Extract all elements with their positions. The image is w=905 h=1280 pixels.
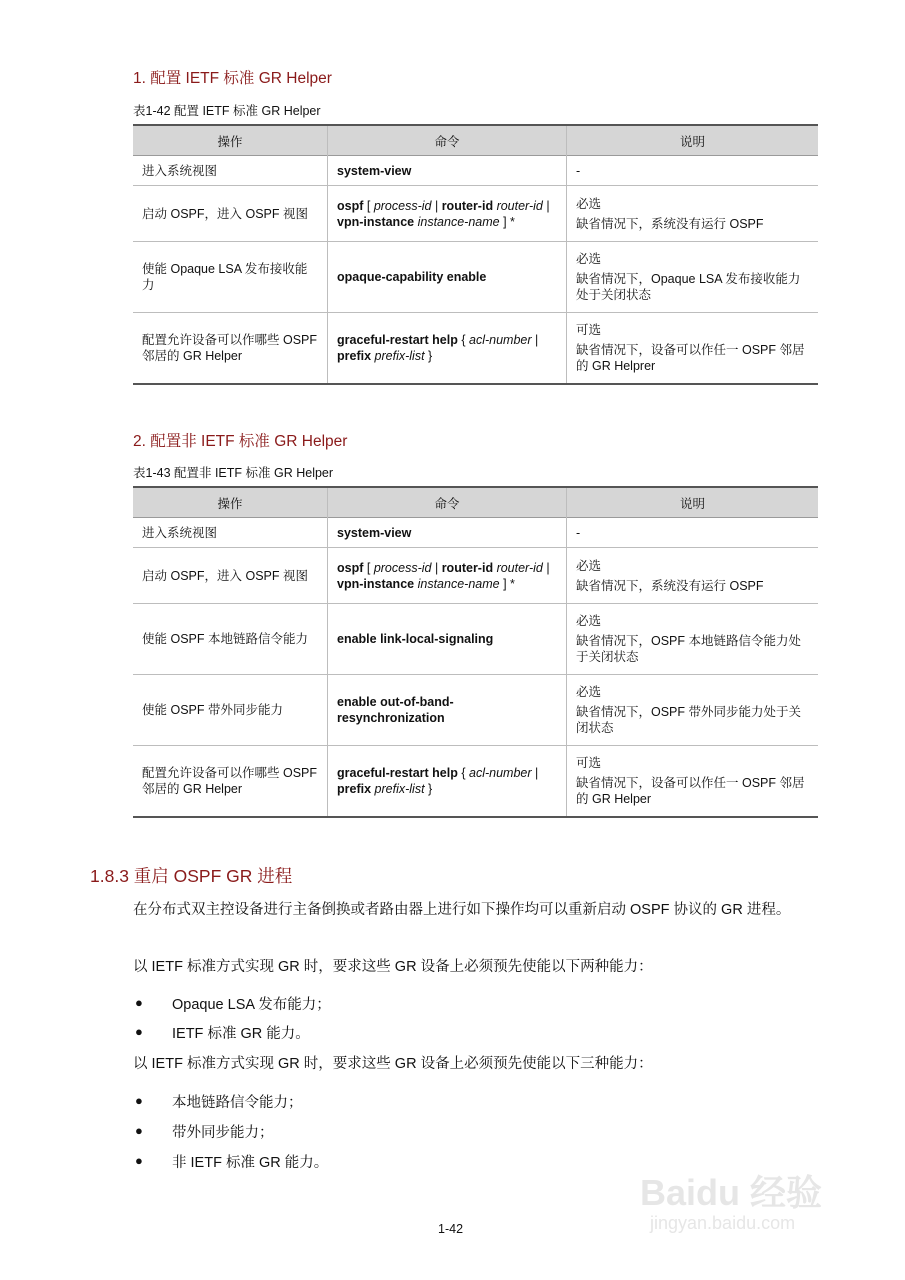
- command-token: system-view: [337, 525, 412, 540]
- command-cell: [328, 313, 567, 384]
- list2-item: 带外同步能力；: [172, 1125, 274, 1141]
- bullet-icon: ●: [135, 995, 143, 1010]
- requirement-label: 必选: [576, 558, 602, 573]
- operation-cell: 配置允许设备可以作哪些 OSPF 邻居的 GR Helper: [133, 746, 328, 817]
- description-text: 缺省情况下，设备可以作任一 OSPF 邻居的 GR Helprer: [576, 342, 805, 373]
- command-cell: [328, 186, 567, 242]
- command-token: process-id: [373, 198, 432, 213]
- description-cell: [567, 675, 819, 746]
- description-text: -: [576, 525, 581, 540]
- command-token: |: [431, 560, 442, 575]
- description-text: 缺省情况下，设备可以作任一 OSPF 邻居的 GR Helper: [576, 775, 805, 806]
- table1-header-desc: 说明: [567, 125, 819, 156]
- command-token: }: [424, 348, 433, 363]
- command-token: instance-name: [417, 576, 500, 591]
- description-cell: [567, 313, 819, 384]
- command-cell: [328, 604, 567, 675]
- command-token: instance-name: [417, 214, 500, 229]
- requirement-label: 必选: [576, 196, 602, 211]
- description-cell: [567, 518, 819, 548]
- command-token: prefix-list: [374, 348, 425, 363]
- list2-item: 非 IETF 标准 GR 能力。: [172, 1155, 329, 1171]
- description-text: 缺省情况下，OSPF 带外同步能力处于关闭状态: [576, 705, 802, 735]
- list2-item: 本地链路信令能力；: [172, 1095, 303, 1111]
- command-token: graceful-restart help: [337, 765, 458, 780]
- command-token: system-view: [337, 163, 412, 178]
- operation-cell: 使能 Opaque LSA 发布接收能力: [133, 242, 328, 313]
- command-cell: [328, 548, 567, 604]
- table-row: [133, 604, 818, 675]
- command-token: acl-number: [469, 332, 532, 347]
- requirement-label: 可选: [576, 322, 602, 337]
- requirement-label: 必选: [576, 252, 602, 266]
- command-token: |: [531, 765, 539, 780]
- watermark-url: jingyan.baidu.com: [650, 1213, 796, 1233]
- operation-cell: 配置允许设备可以作哪些 OSPF 邻居的 GR Helper: [133, 313, 328, 384]
- command-token: [: [363, 560, 374, 575]
- bullet-icon: ●: [135, 1024, 143, 1039]
- operation-cell: 启动 OSPF，进入 OSPF 视图: [133, 186, 328, 242]
- requirement-label: 必选: [576, 614, 602, 628]
- description-cell: [567, 242, 819, 313]
- table-row: [133, 746, 818, 817]
- watermark-logo: Baidu 经验: [640, 1172, 823, 1213]
- operation-cell: 启动 OSPF，进入 OSPF 视图: [133, 548, 328, 604]
- operation-cell: 进入系统视图: [133, 518, 328, 548]
- description-text: 缺省情况下，系统没有运行 OSPF: [576, 216, 764, 231]
- command-token: enable link-local-signaling: [337, 632, 494, 646]
- table-row: [133, 313, 818, 384]
- operation-cell: 使能 OSPF 带外同步能力: [133, 675, 328, 746]
- command-token: vpn-instance: [337, 576, 415, 591]
- description-text: 缺省情况下，OSPF 本地链路信令能力处于关闭状态: [576, 634, 802, 664]
- command-token: router-id: [441, 198, 494, 213]
- requirement-label: 必选: [576, 685, 602, 699]
- command-token: prefix: [337, 348, 372, 363]
- command-token: |: [531, 332, 539, 347]
- description-cell: [567, 604, 819, 675]
- table1-header-op: 操作: [133, 125, 328, 156]
- command-token: |: [542, 560, 550, 575]
- command-token: prefix: [337, 781, 372, 796]
- table2-header-op: 操作: [133, 487, 328, 518]
- command-token: ] *: [499, 214, 515, 229]
- command-token: ] *: [499, 576, 515, 591]
- command-token: prefix-list: [374, 781, 425, 796]
- section1-heading: 1. 配置 IETF 标准 GR Helper: [133, 70, 332, 87]
- section3-heading: 1.8.3 重启 OSPF GR 进程: [90, 866, 293, 886]
- description-text: 缺省情况下，Opaque LSA 发布接收能力处于关闭状态: [576, 272, 801, 302]
- operation-cell: 使能 OSPF 本地链路信令能力: [133, 604, 328, 675]
- list1-item: IETF 标准 GR 能力。: [172, 1026, 310, 1042]
- command-token: router-id: [441, 560, 494, 575]
- command-token: ospf: [337, 560, 364, 575]
- table-row: [133, 675, 818, 746]
- command-token: vpn-instance: [337, 214, 415, 229]
- table2-header-desc: 说明: [567, 487, 819, 518]
- table2-header-cmd: 命令: [328, 487, 567, 518]
- bullet-icon: ●: [135, 1153, 143, 1168]
- command-token: {: [457, 765, 469, 780]
- table-row: [133, 548, 818, 604]
- command-token: ospf: [337, 198, 364, 213]
- table-row: [133, 242, 818, 313]
- table2: [133, 486, 818, 818]
- list1-item: Opaque LSA 发布能力；: [172, 997, 331, 1013]
- table1: [133, 124, 818, 385]
- command-token: router-id: [496, 560, 543, 575]
- section3-paragraph-1: 在分布式双主控设备进行主备倒换或者路由器上进行如下操作均可以重新启动 OSPF 协议的 GR 进程。: [133, 902, 791, 918]
- section3-paragraph-3: 以 IETF 标准方式实现 GR 时，要求这些 GR 设备上必须预先使能以下三种能力：: [133, 1056, 653, 1072]
- requirement-label: 可选: [576, 755, 602, 770]
- command-cell: [328, 156, 567, 186]
- command-cell: [328, 675, 567, 746]
- command-cell: [328, 518, 567, 548]
- description-cell: [567, 186, 819, 242]
- table-row: [133, 186, 818, 242]
- operation-cell: 进入系统视图: [133, 156, 328, 186]
- command-token: opaque-capability enable: [337, 270, 487, 284]
- description-cell: [567, 156, 819, 186]
- section3-paragraph-2: 以 IETF 标准方式实现 GR 时，要求这些 GR 设备上必须预先使能以下两种能力：: [133, 959, 653, 975]
- description-cell: [567, 548, 819, 604]
- command-token: }: [424, 781, 433, 796]
- command-token: [: [363, 198, 374, 213]
- table1-header-cmd: 命令: [328, 125, 567, 156]
- table1-caption: 表1-42 配置 IETF 标准 GR Helper: [133, 104, 321, 118]
- command-token: router-id: [496, 198, 543, 213]
- description-cell: [567, 746, 819, 817]
- command-token: graceful-restart help: [337, 332, 458, 347]
- description-text: 缺省情况下，系统没有运行 OSPF: [576, 578, 764, 593]
- command-token: enable out-of-band-resynchronization: [337, 695, 454, 725]
- command-token: acl-number: [469, 765, 532, 780]
- section2-heading: 2. 配置非 IETF 标准 GR Helper: [133, 433, 348, 450]
- description-text: -: [576, 163, 581, 178]
- command-cell: [328, 242, 567, 313]
- command-cell: [328, 746, 567, 817]
- page-number: 1-42: [438, 1222, 464, 1236]
- command-token: |: [542, 198, 550, 213]
- table-row: [133, 156, 818, 186]
- bullet-icon: ●: [135, 1093, 143, 1108]
- bullet-icon: ●: [135, 1123, 143, 1138]
- command-token: |: [431, 198, 442, 213]
- table2-caption: 表1-43 配置非 IETF 标准 GR Helper: [133, 466, 334, 480]
- command-token: {: [457, 332, 469, 347]
- table-row: [133, 518, 818, 548]
- command-token: process-id: [373, 560, 432, 575]
